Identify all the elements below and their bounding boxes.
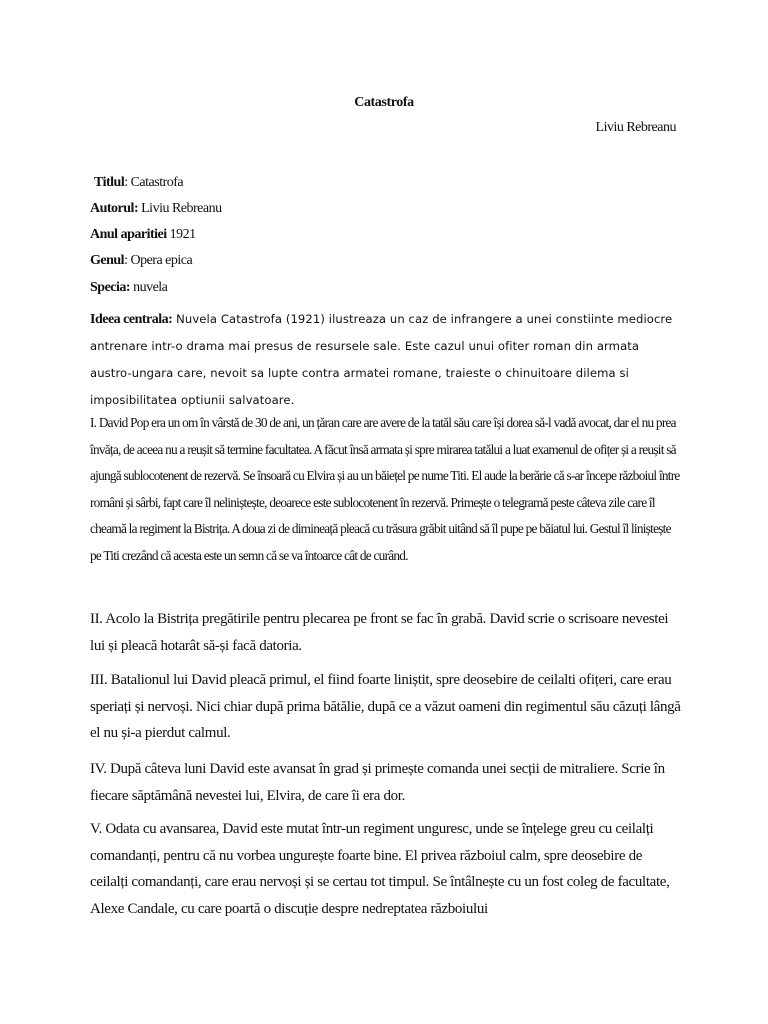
meta-titlu-value: : Catastrofa xyxy=(124,175,184,190)
meta-an-value: 1921 xyxy=(166,227,196,242)
meta-specia-label: Specia: xyxy=(90,280,131,295)
meta-specia-value: nuvela xyxy=(130,280,168,295)
meta-autor xyxy=(90,201,222,217)
section-5-paragraph: V. Odata cu avansarea, David este mutat într-un regiment unguresc, unde se înțelege greu cu ceilalți comandanți, pentru că nu vorbea ungurește foarte bine. El privea războiul calm, spre deosebire de ceilalți comandanți, care erau nervoși și se certau tot timpul. Se întâlnește cu un fost coleg de facultate, Alexe Candale, cu care poartă o discuție despre nedreptatea războiului xyxy=(90,821,670,917)
meta-an xyxy=(90,227,196,243)
meta-gen-label: Genul xyxy=(90,253,125,268)
idea-label: Ideea centrala: xyxy=(90,312,173,327)
meta-titlu-label: Titlul xyxy=(94,175,125,190)
idea-text: Nuvela Catastrofa (1921) ilustreaza un caz de infrangere a unei constiinte mediocre antrenare intr-o drama mai presus de resursele sale. Este cazul unui ofiter roman din armata austro-ungara care, nevoit sa lupte contra armatei romane, traieste o chinuitoare dilema si imposibilitatea optiunii salvatoare. xyxy=(90,312,673,407)
meta-an-label: Anul aparitiei xyxy=(90,227,167,242)
meta-autor-label: Autorul: xyxy=(90,201,139,216)
meta-specia xyxy=(90,280,167,296)
section-2-paragraph: II. Acolo la Bistrița pregătirile pentru plecarea pe front se fac în grabă. David scrie o scrisoare nevestei lui și pleacă hotarât să-și facă datoria. xyxy=(90,611,669,654)
section-3-paragraph: III. Batalionul lui David pleacă primul, el fiind foarte liniștit, spre deosebire de ceilalti ofițeri, care erau speriați și nervoși. Nici chiar după prima bătălie, după ce a văzut oameni din regimentul său căzuți lângă el nu și-a pierdut calmul. xyxy=(90,672,681,741)
meta-gen-value: : Opera epica xyxy=(124,253,193,268)
document-author: Liviu Rebreanu xyxy=(595,120,676,135)
idea-paragraph xyxy=(90,306,680,414)
section-4-paragraph: IV. După câteva luni David este avansat în grad și primește comanda unei secții de mitraliere. Scrie în fiecare săptămână nevestei lui, Elvira, de care îi era dor. xyxy=(90,761,665,804)
meta-titlu xyxy=(94,175,183,191)
section-1-paragraph: I. David Pop era un om în vârstă de 30 de ani, un țăran care are avere de la tatăl său care își dorea să-l vadă avocat, dar el nu prea învăța, de aceea nu a reușit să termine facultatea. A făcut însă armata și spre mirarea tatălui a luat examenul de ofițer și a reușit să ajungă sublocotenent de rezervă. Se însoară cu Elvira și au un băiețel pe nume Titi. El aude la berărie că s-ar începe războiul între români și sârbi, fapt care îl neliniștește, deoarece este sublocotenent în rezervă. Primește o telegramă peste câteva zile care îl cheamă la regiment la Bistrița. A doua zi de dimineață pleacă cu trăsura grăbit uitând să îl pupe pe băiatul lui. Gestul îl liniștește pe Titi crezând că acesta este un semn că se va întoarce cât de curând. xyxy=(90,415,680,563)
document-title: Catastrofa xyxy=(354,95,414,110)
meta-gen xyxy=(90,253,192,269)
meta-autor-value: Liviu Rebreanu xyxy=(138,201,222,216)
